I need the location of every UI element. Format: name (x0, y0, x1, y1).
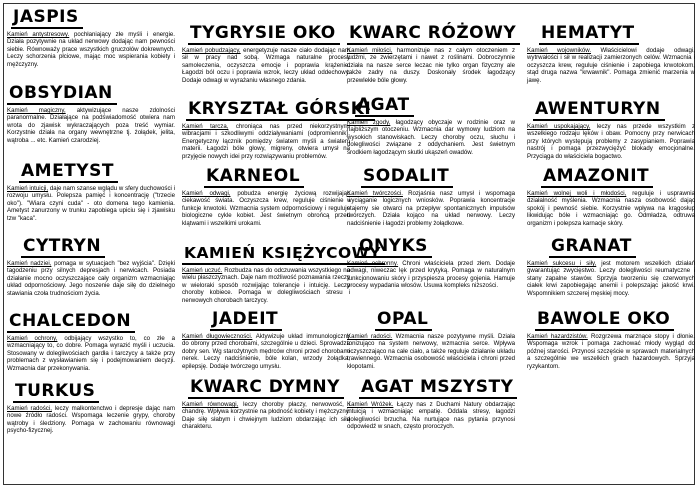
stone-title: OPAL (375, 310, 432, 331)
stone-entry-kwarc-dymny (182, 378, 350, 431)
stone-entry-agat-mszysty (347, 378, 515, 431)
stone-title: ONYKS (357, 237, 432, 258)
stone-entry-obsydian (7, 84, 175, 144)
stone-description: Kamień zgody, łagodzący obyczaje w rodzinie oraz w najbliższym otoczeniu. Wzmacnia dar wymowy ludziom na wysokich stanowiskach. Leczy choroby oczu, słuchu i dolegliwości związane z oddychaniem. Jest świetnym środkiem łagodzącym skutki ukąszeń owadów. (347, 119, 516, 156)
stone-title: KARNEOL (204, 167, 304, 188)
stone-title: AWENTURYN (533, 100, 665, 121)
stone-entry-tygrysie-oko (182, 24, 350, 84)
stone-entry-agat (347, 96, 515, 156)
stone-entry-cytryn (7, 237, 175, 297)
stone-entry-hematyt (527, 24, 695, 84)
stone-description: Kamień równowagi, leczy choroby płaczy, nerwowość, i chandrę. Wpływa korzystnie na płodność kobiety i mężczyzny. Daje siłę słabym i chwiejnym ludziom obdarzając ich siłą charakteru. (182, 401, 350, 431)
stone-title: JADEIT (210, 310, 282, 331)
stone-description: Kamień pobudzający, energetyzuje nasze ciało dodając nam sił w pracy nad sobą. Wzmaga naturalne procesy samoleczenia, oczyszcza emocje i poprawia krążenie. Łagodzi ból oczu i poprawia wzrok, leczy układ oddechowy. Dodaje odwagi w wyrażaniu własnego zdania. (182, 47, 350, 84)
stone-title: CHALCEDON (7, 312, 135, 333)
stone-title: SODALIT (361, 167, 453, 188)
stone-description: Kamień intuicji, daje nam szanse wglądu w sfery duchowości i rozwoju umysłu. Polepsza pamięć i koncentrację ("trzecie oko"). "Wiara czyni cuda" - oto domena tego kamienia. Ametyst zanurzony w trunku zapobiega upiciu się i zjawisku tzw "kaca". (7, 185, 175, 222)
stone-description: Kamień radości. Wzmacnia nasze pozytywne myśli. Działa tonizująco na system nerwowy, wzmacnia serce. Wpływa oczyszczająco na całe ciało, a także reguluje działanie układu trawiennego. Wzmacnia osobowość właściciela i chroni przed kłopotami. (347, 333, 515, 370)
stone-description: Kamień antystresowy. pochłaniający złe myśli i energie. Działa pozytywnie na układ nerwowy dodając nam pewności siebie. Równoważy prace wszystkich gruczołów dokrewnych. Leczy schorzenia płciowe, mając moc wspierania kobiety i mężczyzny. (7, 31, 176, 68)
stone-title: BAWOLE OKO (535, 310, 674, 331)
stone-entry-sodalit (347, 167, 515, 227)
stone-description: Kamień ochrony, odbijający wszystko to, co złe a wzmacniający to, co dobre. Pomaga wyrazić myśli i uczucia. Stosowany w dolegliwościach gardła i tarczycy a także przy problemach z wysławianiem się i podejmowaniem decyzji. Wzmacnia dar przekonywania. (7, 335, 175, 372)
stone-entry-granat (527, 237, 695, 297)
stone-entry-chalcedon (7, 312, 175, 372)
stone-description: Kamień tarcza, chroniąca nas przed niekorzystnymi wibracjami i szkodliwymi oddziaływaniami (odpromiennik). Energetyczny łącznik pomiędzy światem myśli a światem materii. Łagodzi bóle głowy, migreny, otwiera umysł na przyjęcie nowych idei przy rozwiązywaniu problemów. (182, 123, 350, 160)
stone-title: TURKUS (13, 382, 99, 403)
stone-title: HEMATYT (539, 24, 639, 45)
stone-description: Kamień radości, leczy malkontenctwo i depresje dając nam nowe źródło radości. Wspomaga leczenie grypy, choroby wątroby i śledziony. Pomaga w zachowaniu równowagi psycho-fizycznej. (7, 405, 175, 435)
stone-entry-awenturyn (527, 100, 695, 160)
stone-description: Kamień twórczości. Rozjaśnia nasz umysł i wspomaga wyciąganie logicznych wniosków. Poprawia koncentracje stajemy sie otwarci na przepływ spontanicznych impulsów twórczych. Działa kojąco na układ nerwowy. Leczy nadciśnienie i łagodzi problemy żołądkowe. (347, 190, 515, 227)
stone-entry-jaspis (7, 8, 175, 68)
stone-entry-turkus (7, 382, 175, 435)
stone-title: AGAT MSZYSTY (359, 378, 517, 399)
stone-description: Kamień magiczny, aktywizujące nasze zdolności paranormalne. Działające na podświadomość otwiera nam wrota do zjawisk wykraczających poza treść wymiar. Korzystnie działa na organy wewnętrzne tj. żołądek, jelita, wątroba ... etc. Kamień czarodziej. (7, 107, 175, 144)
stone-entry-opal (347, 310, 515, 370)
stone-description: Kamień długowieczności. Aktywizuje układ immunologiczny do obrony przed chorobami, szczególnie u dzieci. Sprowadza dobry sen. Wg starożytnych mędrców chroni przed chorobami nerek. Leczy nadciśnienie, bóle kolan, wrzody żołądka, epilepsję. Dodaje twórczego umysłu. (182, 333, 351, 370)
stone-description: Kamień uspokajający, leczy nas przede wszystkim z wszelkiego rodzaju lęków i obaw. Pomocny przy nerwicach przy których występują problemy z zasypianiem. Poprawia nastrój i pomaga przezwyciężyć blokady emocjonalne. Przyciąga do właściciela bogactwo. (527, 123, 696, 160)
stone-description: Kamień Wróżek. Łączy nas z Duchami Natury obdarzając intuicją i wzmacniając empatię. Oddala stresy, łagodzi dolegliwości brzucha. Na nurtujące nas pytania przynosi odpowiedź w snach, często proroczych. (347, 401, 515, 431)
stone-description: Kamień miłości, harmonizuje nas z całym otoczeniem z ludźmi, ze zwierzętami i nawet z roślinami. Dobroczynnie działa na nasze serce leczac nie tylko organ fizyczny ale także zadry na duszy. Doskonały środek łagodzący przewlekłe bóle głowy. (347, 47, 515, 84)
stone-entry-karneol (182, 167, 350, 227)
stone-entry-krysztal-gorski (182, 99, 372, 160)
stone-description: Kamień nadziei, pomaga w sytuacjach "bez wyjścia". Dzięki tagodzeniu przy silnych depresjach i nerwicach. Posiada działanie mocno oczyszczające cały organizm wzmacniając układ odpornościowy. Jego noszenie daje siłę do dzielnego stawiania czoła trudnościom życia. (7, 260, 175, 297)
stone-title: KWARC RÓŻOWY (347, 24, 520, 45)
stone-description: Kamień uczuć. Rozbudza nas do odczuwania wszystkiego na wielu płaszczyznach. Daje nam możliwość poznawania rzeczy w wieloraki sposób rozwijając tolerancje i intuicję. Leczy choroby kobiece. Pomaga w dolegliwościach stresu i nerwowych chorobach tarczycy. (182, 267, 350, 304)
stone-description: Kamień sukcesu i siły, jest motorem wszelkich działań gwarantując zwycięstwo. Leczy dolegliwości reumatyczne i stany zapalne stawów. Sprzyja tworzeniu się czerwonych ciałek krwi zapobiegając anemii i polepszając jakość krwi. Wspomnikiem szczerej męskiej mocy. (527, 260, 695, 297)
stone-entry-bawole-oko (527, 310, 695, 370)
stone-description: Kamień wojowników. Właścicielowi dodaje odwagi, wytrwałości i sił w realizacji zamierzonych celów. Wzmacnia i oczyszcza krew, reguluje ciśnienie i zapobiega krwotokom, stąd druga nazwa "krwawnik". Pomaga zmienić marzenia w jawę. (527, 47, 695, 84)
stone-entry-onyks (347, 237, 515, 290)
stone-entry-jadeit (182, 310, 350, 370)
stone-entry-kamien-ksiezycowy (182, 244, 381, 304)
stone-entry-amazonit (527, 167, 695, 227)
stone-title: KRYSZTAŁ GÓRSKI (186, 100, 375, 121)
stone-description: Kamień wolnej woli i młodości, reguluje i usprawnia działalność myślenia. Wzmacnia nasza osobowość dając spokój i pewność siebie. Korzystnie wpływa na krągosłup likwidując bóle i wzmacniając go. Odmładza, odtruwa organizm i polepsza karnacje skóry. (527, 190, 695, 227)
stone-title: KAMIEŃ KSIĘŻYCOWY (182, 244, 385, 265)
stone-title: CYTRYN (21, 237, 105, 258)
stone-entry-ametyst (7, 162, 175, 222)
stone-title: AGAT (355, 96, 414, 117)
stone-description: Kamień ochronny. Chroni właściciela przed złem. Dodaje odwagi, niweczac lęk przed krytyką. Pomaga w naturalnym funkcjonowaniu skóry i przyspiesza procesy gojenia. Hamuje procesy wypadania włosów. Usuwa kompleks niższości. (347, 260, 515, 290)
stone-title: JASPIS (11, 8, 83, 29)
stone-title: TYGRYSIE OKO (188, 24, 340, 45)
stone-title: AMETYST (19, 162, 118, 183)
stone-title: GRANAT (549, 237, 636, 258)
stone-title: AMAZONIT (541, 167, 653, 188)
stone-description: Kamień odwagi, pobudza energię życiową rozwijając ciekawość świata. Oczyszcza krew, reguluje ciśnienie i funkcje krwotoki. Wzmacnia system odpornościowy i reguluje biologiczne cykle kobiet. Jest świetnym obrońcą przed klątwami i wszelkimi urokami. (182, 190, 351, 227)
stone-entry-kwarc-rozowy (347, 24, 515, 84)
stone-description: Kamień hazardzistów. Rozgrzewa marznące stopy i dłonie. Wspomaga wzrok i pomaga zachować młody wygląd do późnej starości. Przynosi szczęście w sprawach materialnych a szczególnie we wszelkich grach hazardowych. Sprzyja ryzykantom. (527, 333, 695, 370)
stone-title: OBSYDIAN (7, 84, 117, 105)
stone-title: KWARC DYMNY (188, 378, 344, 399)
